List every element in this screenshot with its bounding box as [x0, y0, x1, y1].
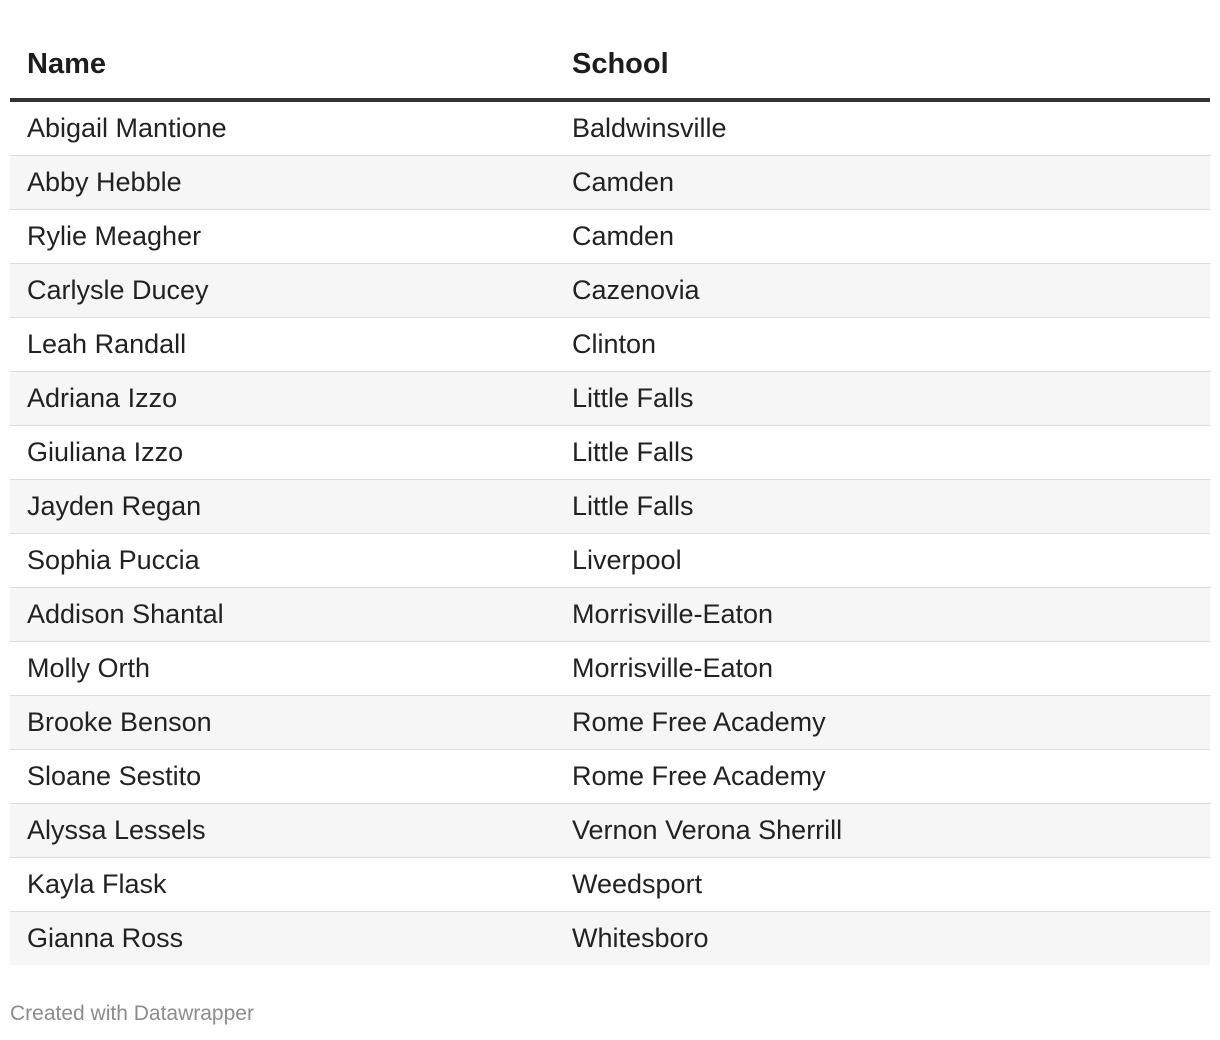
- table-row: [10, 534, 1210, 588]
- header-row: [10, 30, 1210, 100]
- column-header-name[interactable]: Name: [10, 30, 555, 100]
- cell-school: Weedsport: [555, 858, 1210, 912]
- column-header-school[interactable]: School: [555, 30, 1210, 100]
- cell-name: Alyssa Lessels: [10, 804, 555, 858]
- table-row: [10, 480, 1210, 534]
- cell-school: Morrisville-Eaton: [555, 642, 1210, 696]
- cell-name: Addison Shantal: [10, 588, 555, 642]
- table-header: [10, 30, 1210, 100]
- cell-name: Rylie Meagher: [10, 210, 555, 264]
- table-body: [10, 100, 1210, 965]
- table-row: [10, 318, 1210, 372]
- cell-name: Kayla Flask: [10, 858, 555, 912]
- table-row: [10, 858, 1210, 912]
- cell-school: Morrisville-Eaton: [555, 588, 1210, 642]
- cell-name: Gianna Ross: [10, 912, 555, 966]
- cell-name: Leah Randall: [10, 318, 555, 372]
- table-row: [10, 750, 1210, 804]
- cell-name: Abigail Mantione: [10, 100, 555, 156]
- cell-school: Camden: [555, 156, 1210, 210]
- table-row: [10, 372, 1210, 426]
- cell-school: Rome Free Academy: [555, 696, 1210, 750]
- cell-school: Clinton: [555, 318, 1210, 372]
- cell-name: Adriana Izzo: [10, 372, 555, 426]
- cell-school: Whitesboro: [555, 912, 1210, 966]
- cell-name: Giuliana Izzo: [10, 426, 555, 480]
- table-row: [10, 912, 1210, 966]
- table-row: [10, 804, 1210, 858]
- cell-school: Little Falls: [555, 372, 1210, 426]
- cell-name: Brooke Benson: [10, 696, 555, 750]
- cell-school: Vernon Verona Sherrill: [555, 804, 1210, 858]
- cell-school: Little Falls: [555, 480, 1210, 534]
- table-row: [10, 264, 1210, 318]
- cell-school: Baldwinsville: [555, 100, 1210, 156]
- table-row: [10, 642, 1210, 696]
- cell-name: Sloane Sestito: [10, 750, 555, 804]
- cell-school: Camden: [555, 210, 1210, 264]
- cell-school: Cazenovia: [555, 264, 1210, 318]
- cell-name: Sophia Puccia: [10, 534, 555, 588]
- table-row: [10, 588, 1210, 642]
- cell-name: Jayden Regan: [10, 480, 555, 534]
- cell-school: Little Falls: [555, 426, 1210, 480]
- table-row: [10, 156, 1210, 210]
- data-table: [10, 30, 1210, 965]
- cell-name: Carlysle Ducey: [10, 264, 555, 318]
- table-row: [10, 426, 1210, 480]
- datawrapper-credit: Created with Datawrapper: [10, 1002, 254, 1025]
- cell-school: Rome Free Academy: [555, 750, 1210, 804]
- cell-school: Liverpool: [555, 534, 1210, 588]
- cell-name: Molly Orth: [10, 642, 555, 696]
- table-row: [10, 100, 1210, 156]
- table-row: [10, 210, 1210, 264]
- data-table-container: [10, 30, 1210, 965]
- cell-name: Abby Hebble: [10, 156, 555, 210]
- table-row: [10, 696, 1210, 750]
